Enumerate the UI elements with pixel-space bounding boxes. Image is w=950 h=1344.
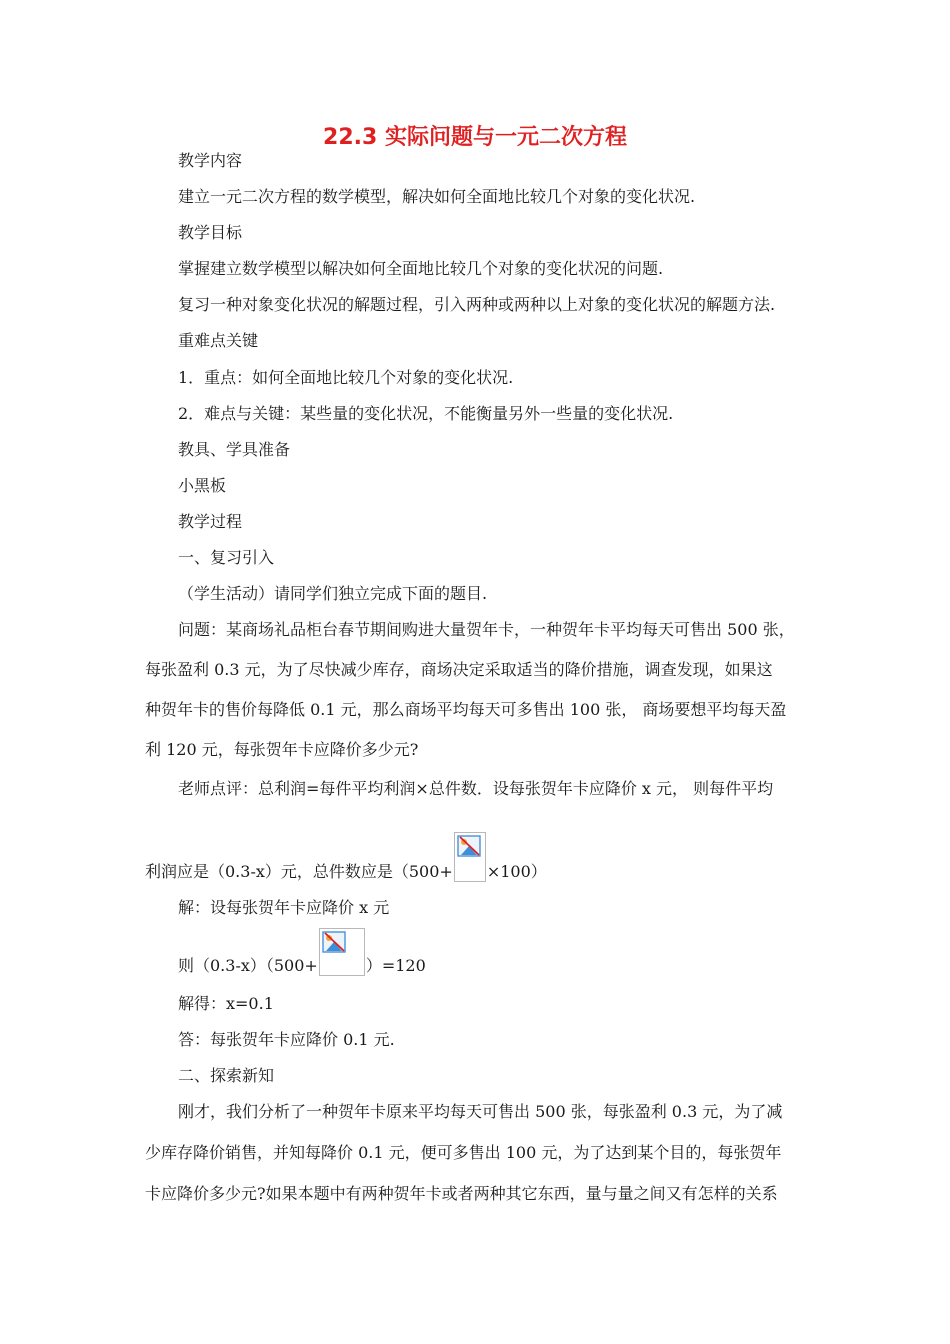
comment-line-2-end: ×100） — [486, 862, 547, 881]
text-key-1: 1．重点：如何全面地比较几个对象的变化状况. — [178, 368, 514, 387]
doc-title: 22.3 实际问题与一元二次方程 — [323, 125, 627, 150]
section-review: 一、复习引入 — [178, 548, 275, 567]
heading-teaching-content: 教学内容 — [178, 151, 243, 170]
explore-line-2: 少库存降价销售，并知每降价 0.1 元，便可多售出 100 元，为了达到某个目的，每张贺年 — [145, 1143, 782, 1162]
problem-line-2: 每张盈利 0.3 元，为了尽快减少库存，商场决定采取适当的降价措施，调查发现，如果这 — [145, 660, 773, 679]
formula-image-placeholder — [454, 832, 486, 882]
heading-process: 教学过程 — [178, 512, 243, 531]
solution-line-1: 解：设每张贺年卡应降价 x 元 — [178, 898, 390, 917]
heading-teaching-goal: 教学目标 — [178, 223, 243, 242]
text-key-2: 2．难点与关键：某些量的变化状况，不能衡量另外一些量的变化状况. — [178, 404, 674, 423]
explore-line-1: 刚才，我们分析了一种贺年卡原来平均每天可售出 500 张，每张盈利 0.3 元，为了减 — [178, 1102, 783, 1121]
problem-line-3: 种贺年卡的售价每降低 0.1 元，那么商场平均每天可多售出 100 张， 商场要想平均每天盈 — [145, 700, 787, 719]
solution-line-2-end: ）=120 — [365, 956, 426, 975]
text-teaching-content: 建立一元二次方程的数学模型，解决如何全面地比较几个对象的变化状况. — [178, 187, 696, 206]
comment-line-2-start: 利润应是（0.3-x）元，总件数应是（500+ — [145, 862, 453, 881]
problem-line-4: 利 120 元，每张贺年卡应降价多少元? — [145, 740, 419, 759]
solution-line-2 — [178, 928, 426, 976]
text-student-activity: （学生活动）请同学们独立完成下面的题目. — [178, 584, 488, 603]
answer-line: 答：每张贺年卡应降价 0.1 元. — [178, 1030, 395, 1049]
broken-image-icon — [457, 835, 481, 857]
formula-image-placeholder — [319, 928, 365, 976]
comment-line-1: 老师点评：总利润=每件平均利润×总件数．设每张贺年卡应降价 x 元， 则每件平均 — [178, 779, 774, 798]
section-explore: 二、探索新知 — [178, 1066, 275, 1085]
broken-image-icon — [322, 931, 346, 953]
heading-key-points: 重难点关键 — [178, 331, 259, 350]
problem-line-1: 问题：某商场礼品柜台春节期间购进大量贺年卡，一种贺年卡平均每天可售出 500 张， — [178, 620, 795, 639]
text-goal-2: 复习一种对象变化状况的解题过程，引入两种或两种以上对象的变化状况的解题方法. — [178, 295, 776, 314]
solution-line-2-start: 则（0.3-x）（500+ — [178, 956, 318, 975]
text-tools: 小黑板 — [178, 476, 227, 495]
explore-line-3: 卡应降价多少元?如果本题中有两种贺年卡或者两种其它东西，量与量之间又有怎样的关系 — [145, 1184, 778, 1203]
solution-line-3: 解得：x=0.1 — [178, 994, 274, 1013]
text-goal-1: 掌握建立数学模型以解决如何全面地比较几个对象的变化状况的问题. — [178, 259, 664, 278]
comment-line-2 — [145, 832, 547, 882]
heading-tools: 教具、学具准备 — [178, 440, 291, 459]
